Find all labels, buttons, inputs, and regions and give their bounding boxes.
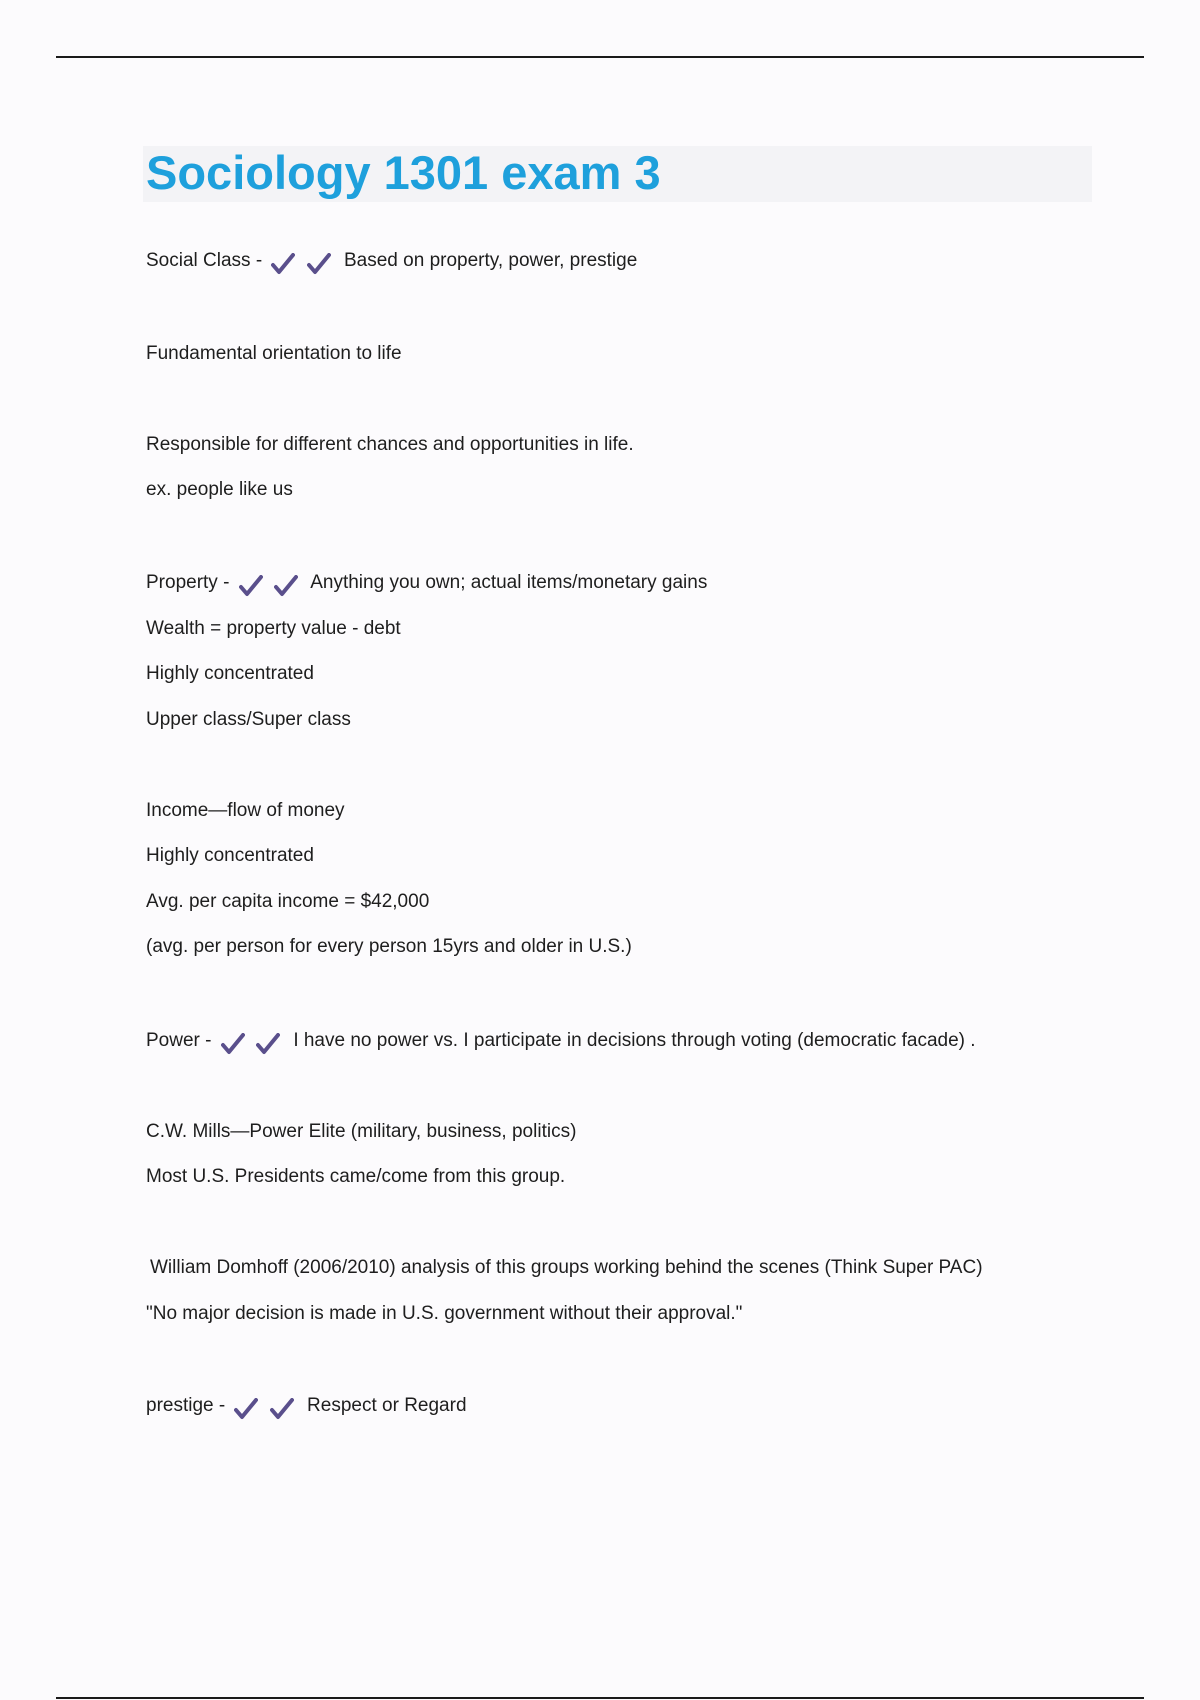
double-check [221,1031,286,1057]
checkmark-icon [221,1033,247,1055]
term-label: Power - [146,1030,212,1051]
term-label: Property - [146,572,230,593]
term-label: prestige - [146,1395,226,1416]
checkmark-icon [239,575,265,597]
term-row-social-class [146,248,637,277]
note-line: William Domhoff (2006/2010) analysis of this groups working behind the scenes (Think Super PAC) [150,1257,983,1278]
term-label: Social Class - [146,250,263,271]
checkmark-icon [307,253,333,275]
note-line: Most U.S. Presidents came/come from this group. [146,1166,566,1187]
note-line: (avg. per person for every person 15yrs and older in U.S.) [146,936,632,957]
note-line: "No major decision is made in U.S. government without their approval." [146,1303,743,1324]
note-line: Income—flow of money [146,800,345,821]
checkmark-icon [234,1398,260,1420]
footer-rule [56,1697,1144,1699]
checkmark-icon [274,575,300,597]
note-line: Avg. per capita income = $42,000 [146,891,430,912]
checkmark-icon [256,1033,282,1055]
double-check [234,1396,299,1422]
double-check [271,251,336,277]
term-row-prestige [146,1393,467,1422]
note-line: Fundamental orientation to life [146,343,402,364]
term-row-property [146,570,707,599]
term-definition: Based on property, power, prestige [344,250,638,271]
note-line: ex. people like us [146,479,293,500]
header-rule [56,56,1144,58]
checkmark-icon [270,1398,296,1420]
term-definition: Respect or Regard [307,1395,467,1416]
note-line: Upper class/Super class [146,709,351,730]
note-line: C.W. Mills—Power Elite (military, business, politics) [146,1121,577,1142]
note-line: Wealth = property value - debt [146,618,401,639]
page-title: Sociology 1301 exam 3 [146,146,661,199]
term-definition: I have no power vs. I participate in decisions through voting (democratic facade) . [293,1030,976,1051]
note-line: Highly concentrated [146,845,314,866]
note-line: Responsible for different chances and opportunities in life. [146,434,634,455]
note-line: Highly concentrated [146,663,314,684]
term-row-power [146,1028,976,1057]
checkmark-icon [271,253,297,275]
term-definition: Anything you own; actual items/monetary gains [310,572,708,593]
double-check [239,573,304,599]
